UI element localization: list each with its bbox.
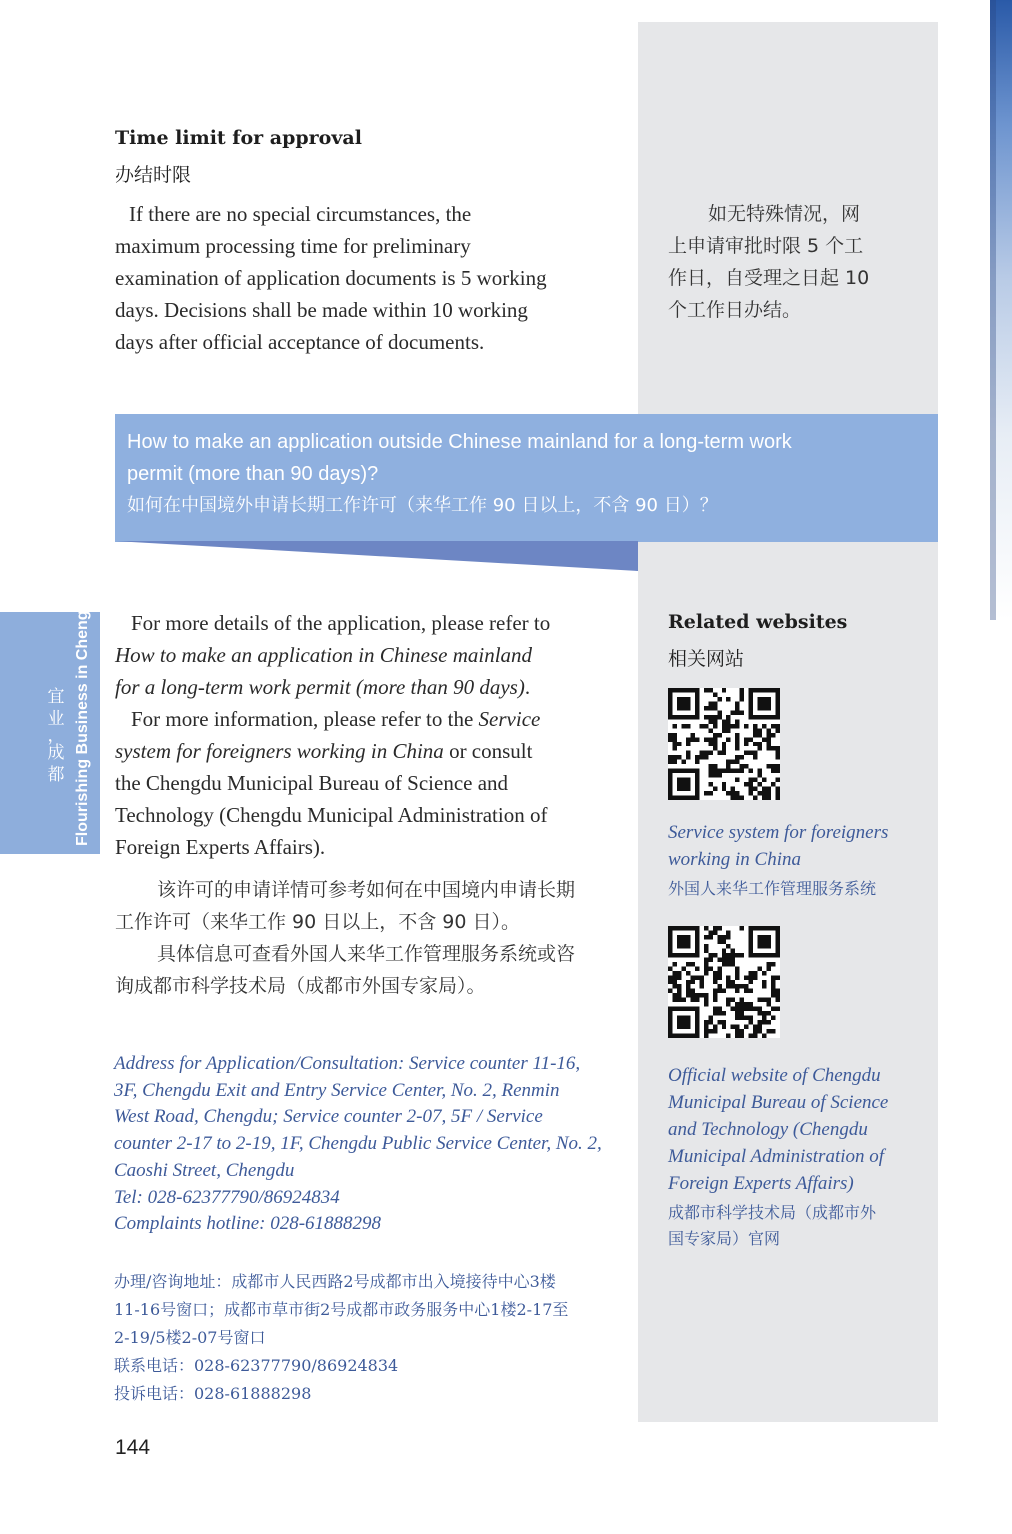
body-line: 上申请审批时限 5 个工 <box>668 235 864 257</box>
service-system-italic: system for foreigners working in China <box>115 739 444 763</box>
body-line: maximum processing time for preliminary <box>115 234 471 258</box>
body-line: days. Decisions shall be made within 10 working <box>115 298 528 322</box>
side-tab-char: 业 <box>47 709 65 729</box>
banner-wedge-shape <box>115 541 638 571</box>
body-line: the Chengdu Municipal Bureau of Science and <box>115 771 509 795</box>
body-line: Foreign Experts Affairs). <box>115 835 326 859</box>
caption-line: and Technology (Chengdu <box>668 1119 868 1140</box>
caption-line: working in China <box>668 849 802 870</box>
address-line: Caoshi Street, Chengdu <box>114 1159 295 1181</box>
body-line: For more details of the application, please refer to <box>131 611 551 635</box>
telephone-line: Tel: 028-62377790/86924834 <box>114 1186 340 1208</box>
body-line: 具体信息可查看外国人来华工作管理服务系统或咨 <box>157 943 576 965</box>
address-line: 11-16号窗口；成都市草市街2号成都市政务服务中心1楼2-17至 <box>114 1300 569 1319</box>
body-line: 如无特殊情况，网 <box>708 203 861 225</box>
body-line-italic: How to make an application in Chinese mainland <box>115 643 533 667</box>
time-limit-heading-en: Time limit for approval <box>115 127 362 149</box>
service-system-caption-cn: 外国人来华工作管理服务系统 <box>668 879 877 898</box>
page-number: 144 <box>115 1436 151 1459</box>
side-tab-char: 成 <box>47 743 65 763</box>
side-tab-char: ， <box>47 726 65 746</box>
address-line: counter 2-17 to 2-19, 1F, Chengdu Public Service Center, No. 2, <box>114 1133 602 1155</box>
address-line: Address for Application/Consultation: Service counter 11-16, <box>114 1053 581 1074</box>
caption-line: Municipal Administration of <box>668 1146 885 1167</box>
service-system-italic: Service <box>478 707 541 731</box>
caption-line: 成都市科学技术局（成都市外 <box>668 1203 877 1222</box>
related-websites-heading-cn: 相关网站 <box>668 648 745 670</box>
photo-edge-strip <box>990 0 1012 620</box>
banner-title-line1: How to make an application outside Chinese mainland for a long-term work <box>127 431 792 453</box>
body-line: 个工作日办结。 <box>668 299 802 321</box>
qr-code-chengdu-bureau[interactable] <box>668 926 780 1038</box>
address-block-cn <box>114 1268 634 1408</box>
body-line: If there are no special circumstances, the <box>129 202 472 226</box>
body-line: examination of application documents is 5 working <box>115 266 547 290</box>
body-line <box>115 703 635 735</box>
address-block-en <box>114 1051 634 1238</box>
side-tab-label-en: Flourishing Business in Chengdu <box>74 590 91 846</box>
telephone-line: 联系电话：028-62377790/86924834 <box>114 1356 399 1375</box>
text-run: For more information, please refer to the <box>131 707 474 731</box>
body-line <box>115 671 635 703</box>
bureau-website-caption-cn <box>668 1200 930 1252</box>
caption-line: Foreign Experts Affairs) <box>668 1173 854 1194</box>
guide-title-italic: for a long-term work permit (more than 90 days) <box>115 675 525 699</box>
caption-line: Official website of Chengdu <box>668 1065 881 1086</box>
complaints-hotline-line: 投诉电话：028-61888298 <box>114 1384 312 1403</box>
complaints-hotline-line: Complaints hotline: 028-61888298 <box>114 1213 382 1235</box>
caption-line: Municipal Bureau of Science <box>668 1092 889 1113</box>
side-tab-char: 宜 <box>47 687 65 707</box>
service-system-caption-en <box>668 819 928 873</box>
address-line: West Road, Chengdu; Service counter 2-07, 5F / Service <box>114 1106 543 1128</box>
related-websites-heading-en: Related websites <box>668 611 848 633</box>
banner-title-cn: 如何在中国境外申请长期工作许可（来华工作 90 日以上，不含 90 日）？ <box>127 495 718 516</box>
body-line: days after official acceptance of documents. <box>115 330 485 354</box>
body-line: 作日，自受理之日起 10 <box>668 267 870 289</box>
bureau-website-caption-en <box>668 1062 930 1197</box>
time-limit-heading-cn: 办结时限 <box>115 164 192 186</box>
caption-line: Service system for foreigners <box>668 822 889 843</box>
body-line <box>115 735 635 767</box>
time-limit-body-en <box>115 198 635 358</box>
body-line: 询成都市科学技术局（成都市外国专家局）。 <box>115 975 486 997</box>
caption-line: 国专家局）官网 <box>668 1229 781 1248</box>
body-line: Technology (Chengdu Municipal Administration of <box>115 803 548 827</box>
details-body-cn <box>115 874 635 1002</box>
time-limit-body-cn <box>668 198 918 326</box>
address-line: 3F, Chengdu Exit and Entry Service Center, No. 2, Renmin <box>114 1079 560 1101</box>
body-line: 该许可的申请详情可参考如何在中国境内申请长期 <box>157 879 576 901</box>
side-tab-char: 都 <box>47 765 65 785</box>
period: . <box>524 675 531 699</box>
details-body-en <box>115 607 635 863</box>
address-line: 2-19/5楼2-07号窗口 <box>114 1328 266 1347</box>
qr-code-service-system[interactable] <box>668 688 780 800</box>
banner-title-line2: permit (more than 90 days)? <box>127 463 379 485</box>
application-banner <box>115 414 938 542</box>
body-line: 工作许可（来华工作 90 日以上，不含 90 日）。 <box>115 911 521 933</box>
text-run: or consult <box>449 739 533 763</box>
address-line: 办理/咨询地址：成都市人民西路2号成都市出入境接待中心3楼 <box>114 1272 556 1291</box>
side-tab-label-cn <box>46 686 66 786</box>
